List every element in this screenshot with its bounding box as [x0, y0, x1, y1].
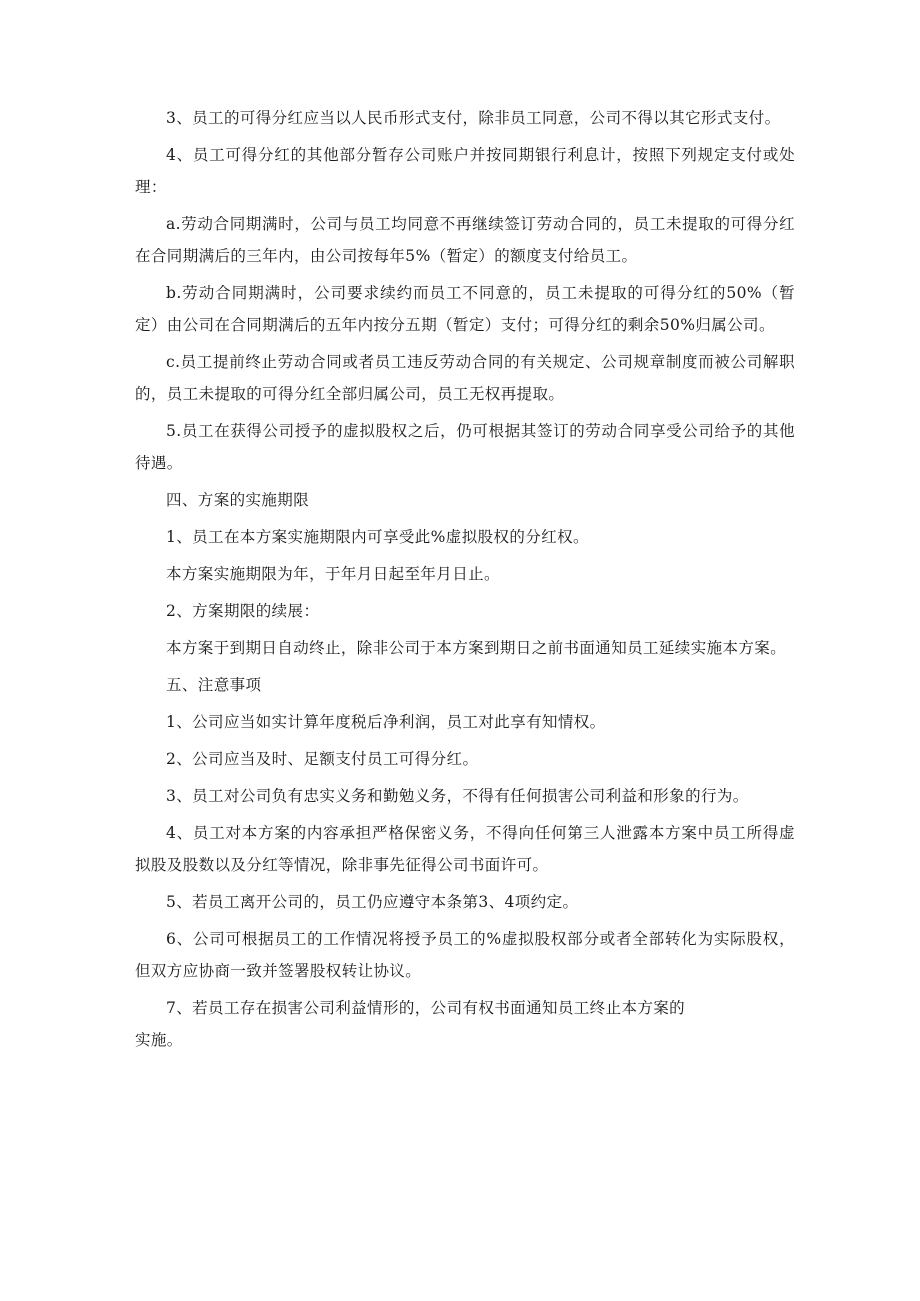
- paragraph-term-1: 1、员工在本方案实施期限内可享受此%虚拟股权的分红权。: [166, 528, 589, 546]
- paragraph-dividend-currency: 3、员工的可得分红应当以人民币形式支付，除非员工同意，公司不得以其它形式支付。: [166, 109, 781, 127]
- paragraph-note-4: 4、员工对本方案的内容承担严格保密义务，不得向任何第三人泄露本方案中员工所得虚拟股及股数以及分红等情况，除非事先征得公司书面许可。: [135, 824, 795, 874]
- section-heading-notes: 五、注意事项: [166, 676, 262, 694]
- paragraph-note-6: 6、公司可根据员工的工作情况将授予员工的%虚拟股权部分或者全部转化为实际股权，但双方应协商一致并签署股权转让协议。: [135, 930, 795, 980]
- paragraph-clause-b: b.劳动合同期满时，公司要求续约而员工不同意的，员工未提取的可得分红的50%（暂定）由公司在合同期满后的五年内按分五期（暂定）支付；可得分红的剩余50%归属公司。: [135, 284, 795, 334]
- paragraph-clause-c: c.员工提前终止劳动合同或者员工违反劳动合同的有关规定、公司规章制度而被公司解职的，员工未提取的可得分红全部归属公司，员工无权再提取。: [135, 353, 795, 403]
- paragraph-term-renewal: 本方案于到期日自动终止，除非公司于本方案到期日之前书面通知员工延续实施本方案。: [166, 639, 787, 657]
- document-body: [135, 102, 795, 1056]
- paragraph-note-1: 1、公司应当如实计算年度税后净利润，员工对此享有知情权。: [166, 713, 606, 731]
- paragraph-dividend-remainder: 4、员工可得分红的其他部分暂存公司账户并按同期银行利息计，按照下列规定支付或处理：: [135, 146, 795, 196]
- paragraph-note-7-end: 实施。: [135, 1031, 183, 1049]
- section-heading-term: 四、方案的实施期限: [166, 491, 310, 509]
- paragraph-clause-a: a.劳动合同期满时，公司与员工均同意不再继续签订劳动合同的，员工未提取的可得分红在合同期满后的三年内，由公司按每年5%（暂定）的额度支付给员工。: [135, 215, 795, 265]
- paragraph-note-2: 2、公司应当及时、足额支付员工可得分红。: [166, 750, 479, 768]
- paragraph-other-benefits: 5.员工在获得公司授予的虚拟股权之后，仍可根据其签订的劳动合同享受公司给予的其他待遇。: [135, 422, 795, 472]
- paragraph-term-period: 本方案实施期限为年，于年月日起至年月日止。: [166, 565, 500, 583]
- paragraph-term-2: 2、方案期限的续展：: [166, 602, 320, 620]
- paragraph-note-3: 3、员工对公司负有忠实义务和勤勉义务，不得有任何损害公司利益和形象的行为。: [166, 787, 749, 805]
- paragraph-note-5: 5、若员工离开公司的，员工仍应遵守本条第3、4项约定。: [166, 893, 579, 911]
- paragraph-note-7: 7、若员工存在损害公司利益情形的，公司有权书面通知员工终止本方案的: [166, 999, 686, 1017]
